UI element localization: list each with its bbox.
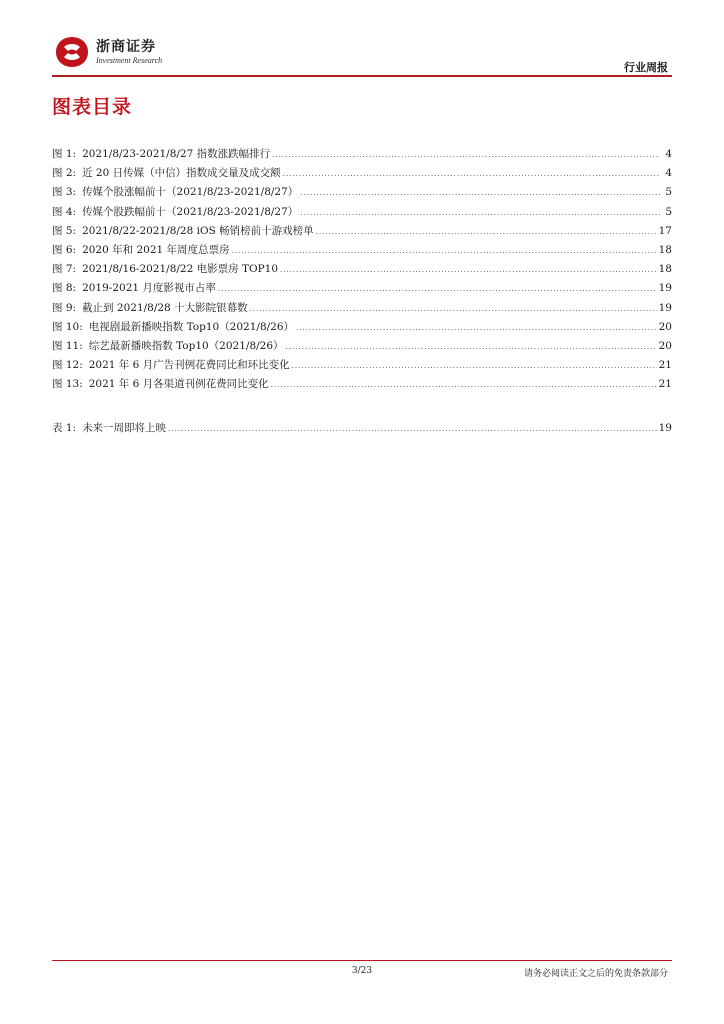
- toc-entry-title: 截止到 2021/8/28 十大影院银幕数: [82, 301, 248, 314]
- toc-entry-title: 2021 年 6 月广告刊例花费同比和环比变化: [88, 359, 290, 372]
- toc-entry-label: 表 1:: [52, 422, 77, 434]
- toc-leader-dots: [250, 305, 657, 313]
- toc-entry-label: 图 13:: [52, 378, 83, 391]
- toc-entry-page: 5: [665, 205, 672, 218]
- toc-entry-title: 近 20 日传媒（中信）指数成交量及成交额: [82, 167, 281, 180]
- toc-entry-label: 图 12:: [52, 359, 83, 372]
- toc-entry-title: 2021/8/16-2021/8/22 电影票房 TOP10: [82, 263, 278, 276]
- toc-entry-title: 2020 年和 2021 年周度总票房: [82, 243, 230, 256]
- disclaimer-text: 请务必阅读正文之后的免责条款部分: [523, 969, 668, 979]
- toc-entry[interactable]: [52, 357, 672, 376]
- toc-leader-dots: [296, 324, 657, 332]
- toc-entry[interactable]: [52, 420, 672, 439]
- toc-entry-label: 图 7:: [52, 263, 77, 276]
- toc-entry-title: 传媒个股涨幅前十（2021/8/23-2021/8/27）: [82, 186, 299, 199]
- toc-entry-label: 图 6:: [52, 243, 77, 256]
- toc-leader-dots: [271, 381, 657, 389]
- toc-leader-dots: [272, 151, 660, 159]
- toc-entry-title: 未来一周即将上映: [82, 422, 167, 434]
- toc-leader-dots: [218, 285, 657, 293]
- toc-entry-label: 图 1:: [52, 148, 77, 160]
- toc-leader-dots: [168, 425, 657, 433]
- toc-leader-dots: [300, 209, 660, 217]
- toc-entry[interactable]: [52, 146, 672, 165]
- toc-entry-title: 传媒个股跌幅前十（2021/8/23-2021/8/27）: [82, 205, 299, 218]
- toc-entry[interactable]: [52, 165, 672, 184]
- toc-leader-dots: [280, 266, 657, 274]
- toc-entry[interactable]: [52, 184, 672, 203]
- toc-entry[interactable]: [52, 223, 672, 242]
- report-type: 行业周报: [624, 61, 668, 74]
- toc-entry[interactable]: [52, 261, 672, 280]
- toc-entry-page: 4: [665, 167, 672, 180]
- toc-entry-page: 18: [658, 263, 672, 276]
- header-divider: [52, 75, 672, 77]
- toc-entry-label: 图 2:: [52, 167, 77, 180]
- toc-entry-page: 5: [665, 186, 672, 199]
- toc-entry-label: 图 10:: [52, 320, 83, 333]
- footer-divider: [52, 960, 672, 961]
- toc-entry-title: 2021 年 6 月各渠道刊例花费同比变化: [88, 378, 269, 391]
- company-logo-icon: [54, 35, 90, 69]
- toc-entry[interactable]: [52, 204, 672, 223]
- toc-entry[interactable]: [52, 242, 672, 261]
- toc-entry-page: 18: [658, 243, 672, 256]
- toc-entry-title: 2021/8/22-2021/8/28 iOS 畅销榜前十游戏榜单: [82, 224, 314, 237]
- toc-entry[interactable]: [52, 319, 672, 338]
- toc-leader-dots: [283, 170, 660, 178]
- toc-entry-label: 图 8:: [52, 282, 77, 295]
- toc-leader-dots: [286, 343, 657, 351]
- toc-entry[interactable]: [52, 280, 672, 299]
- page-number: 3/23: [351, 966, 373, 976]
- toc-entry-title: 电视剧最新播映指数 Top10（2021/8/26）: [88, 320, 295, 333]
- table-list: [52, 420, 672, 439]
- toc-entry-title: 2021/8/23-2021/8/27 指数涨跌幅排行: [82, 148, 271, 160]
- toc-entry-page: 17: [658, 224, 672, 237]
- toc-entry-label: 图 9:: [52, 301, 77, 314]
- toc-entry-page: 20: [658, 339, 672, 352]
- toc-leader-dots: [232, 247, 657, 255]
- toc-entry-page: 21: [658, 359, 672, 372]
- toc-entry-label: 图 4:: [52, 205, 77, 218]
- toc-entry-title: 综艺最新播映指数 Top10（2021/8/26）: [88, 339, 284, 352]
- toc-entry[interactable]: [52, 338, 672, 357]
- toc-title: 图表目录: [52, 96, 133, 118]
- toc-entry-label: 图 11:: [52, 339, 83, 352]
- toc-entry-title: 2019-2021 月度影视市占率: [82, 282, 216, 295]
- toc-leader-dots: [316, 228, 657, 236]
- toc-entry-page: 20: [658, 320, 672, 333]
- figure-list: [52, 146, 672, 395]
- toc-leader-dots: [300, 189, 660, 197]
- toc-leader-dots: [292, 362, 657, 370]
- toc-entry-page: 19: [658, 422, 672, 434]
- company-name-cn: 浙商证券: [96, 38, 156, 55]
- toc-entry-page: 19: [658, 301, 672, 314]
- toc-entry-page: 21: [658, 378, 672, 391]
- company-logo: [54, 34, 162, 70]
- toc-entry-label: 图 5:: [52, 224, 77, 237]
- toc-entry[interactable]: [52, 300, 672, 319]
- toc-entry-label: 图 3:: [52, 186, 77, 199]
- toc-entry-page: 19: [658, 282, 672, 295]
- toc-entry-page: 4: [665, 148, 672, 160]
- toc-entry[interactable]: [52, 376, 672, 395]
- company-name-en: Investment Research: [96, 55, 163, 65]
